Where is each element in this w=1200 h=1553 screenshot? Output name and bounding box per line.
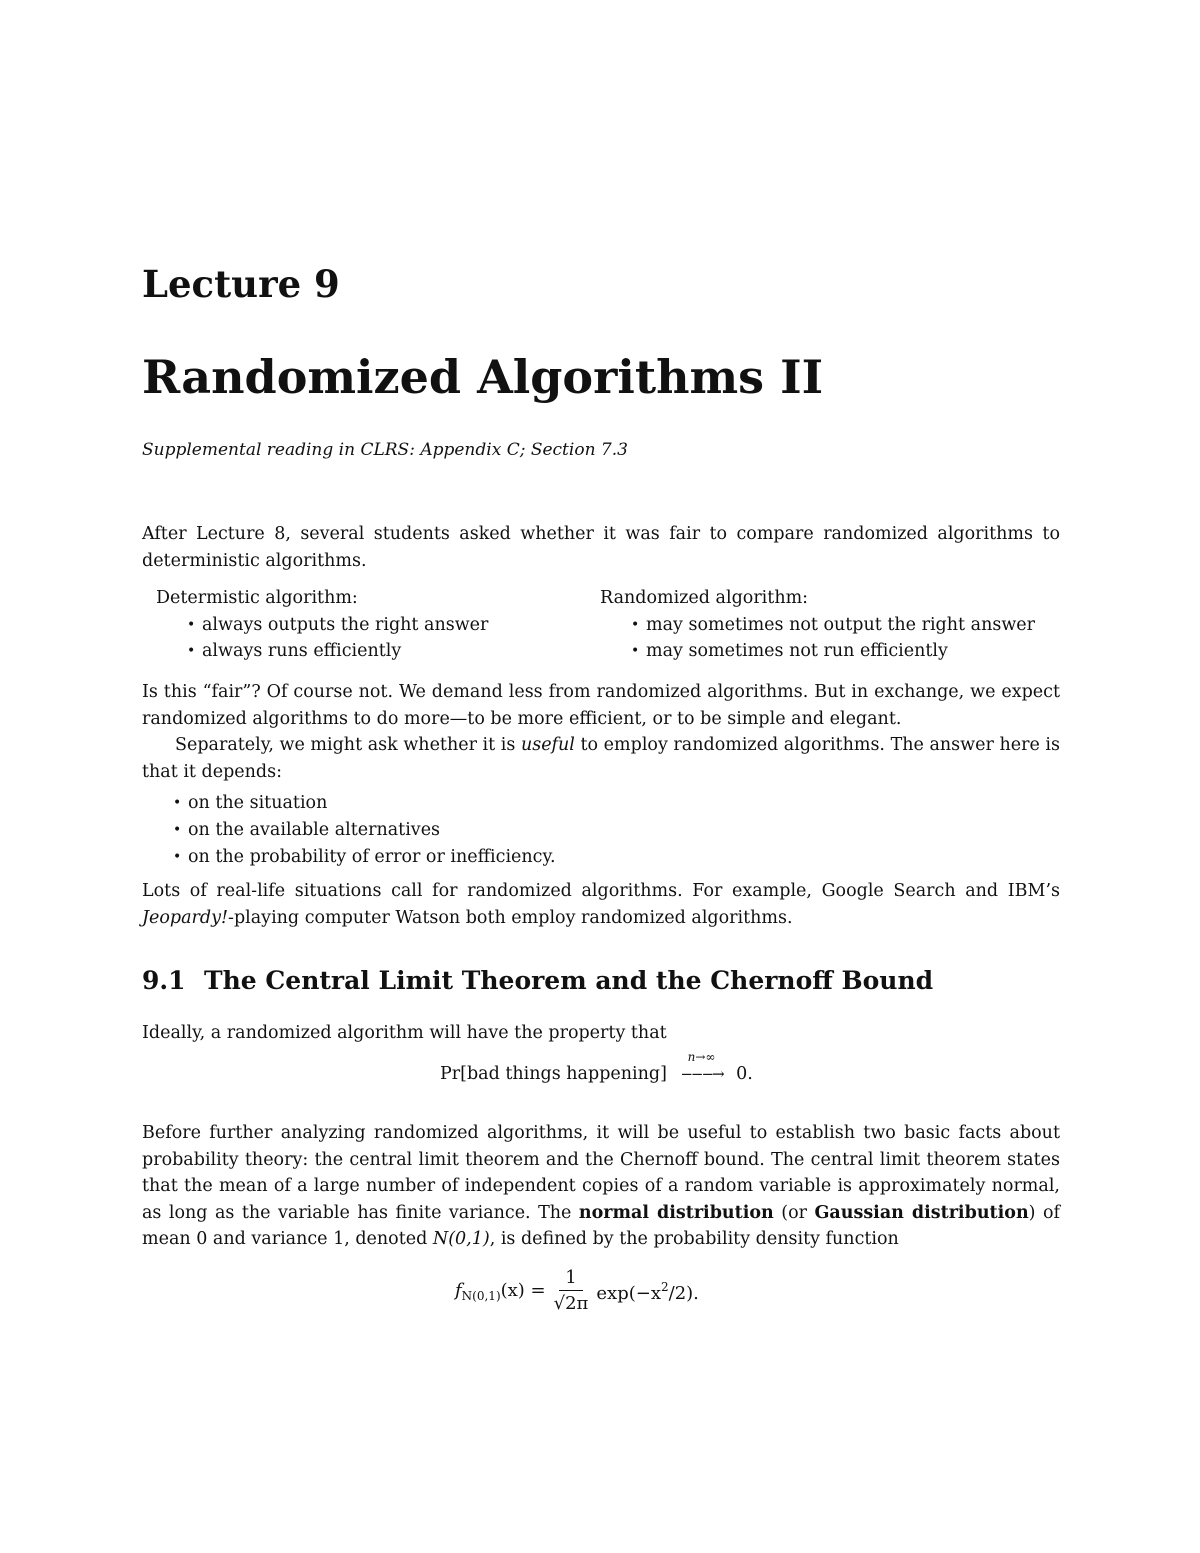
- bullet-icon: •: [173, 849, 182, 865]
- list-item: • may sometimes not run efficiently: [633, 638, 1035, 665]
- pdf-argument: (x) =: [500, 1280, 546, 1301]
- limit-label: n→∞: [687, 1050, 716, 1064]
- fraction-numerator: 1: [559, 1266, 582, 1291]
- exp-prefix: exp(−x: [596, 1282, 661, 1304]
- list-item: • always outputs the right answer: [189, 612, 488, 639]
- deterministic-column: [156, 585, 488, 665]
- equation-probability-limit: [440, 1050, 753, 1084]
- randomized-list: [633, 612, 1035, 665]
- before-paragraph: Before further analyzing randomized algorithms, it will be useful to establish two basic facts about probability theory: the central limit theorem and the Chernoff bound. The central limit theorem states that the mean of a large number of independent copies of a random variable is approximately normal, as long as the variable has finite variance. The normal distribution (or Gaussian distribution) of mean 0 and variance 1, denoted N(0,1), is defined by the probability density function: [142, 1123, 1060, 1249]
- page-title: Randomized Algorithms II: [142, 350, 824, 404]
- emphasis-useful: useful: [520, 735, 575, 755]
- bullet-icon: •: [187, 616, 196, 633]
- ideally-paragraph: Ideally, a randomized algorithm will have the property that: [142, 1023, 667, 1043]
- randomized-heading: Randomized algorithm:: [600, 588, 809, 608]
- section-title: The Central Limit Theorem and the Chernoff Bound: [204, 966, 934, 995]
- section-heading: [142, 966, 933, 995]
- fraction: [554, 1266, 589, 1317]
- list-item: • always runs efficiently: [189, 638, 488, 665]
- supplemental-reading: Supplemental reading in CLRS: Appendix C; Section 7.3: [142, 440, 628, 460]
- exp-superscript: 2: [660, 1279, 669, 1294]
- emphasis-jeopardy: Jeopardy!: [142, 907, 229, 928]
- pdf-function: f: [455, 1280, 462, 1301]
- bullet-icon: •: [631, 643, 640, 659]
- depends-list: [175, 790, 556, 871]
- bullet-icon: •: [631, 616, 640, 633]
- list-item: • on the situation: [175, 790, 556, 817]
- intro-paragraph: After Lecture 8, several students asked whether it was fair to compare randomized algorithms to deterministic algorithms.: [142, 524, 1060, 571]
- list-item: • on the probability of error or inefficiency.: [175, 844, 556, 871]
- math-normal: N(0,1): [432, 1229, 490, 1249]
- bullet-icon: •: [173, 822, 182, 838]
- exp-suffix: /2).: [668, 1282, 699, 1304]
- equation-lhs: Pr[bad things happening]: [440, 1064, 667, 1084]
- separately-paragraph: Separately, we might ask whether it is useful to employ randomized algorithms. The answer here is that it depends:: [142, 735, 1060, 782]
- term-gaussian-distribution: Gaussian distribution: [814, 1202, 1029, 1223]
- fairness-paragraph: Is this “fair”? Of course not. We demand less from randomized algorithms. But in exchange, we expect randomized algorithms to do more—to be more efficient, or to be simple and elegant.: [142, 682, 1060, 729]
- section-number: 9.1: [142, 966, 186, 995]
- deterministic-heading: Determistic algorithm:: [156, 588, 358, 608]
- deterministic-list: [189, 612, 488, 665]
- bullet-icon: •: [187, 643, 196, 659]
- real-life-paragraph: Lots of real-life situations call for randomized algorithms. For example, Google Search and IBM’s Jeopardy!-playing computer Watson both employ randomized algorithms.: [142, 881, 1060, 928]
- bullet-icon: •: [173, 795, 182, 811]
- lecture-label: Lecture 9: [142, 262, 340, 306]
- fraction-denominator: √2π: [553, 1293, 589, 1314]
- equation-normal-pdf: [455, 1266, 699, 1317]
- limit-arrow-icon: n→∞ −−−→: [673, 1064, 731, 1084]
- list-item: • may sometimes not output the right answer: [633, 612, 1035, 639]
- pdf-subscript: N(0,1): [461, 1289, 501, 1303]
- term-normal-distribution: normal distribution: [578, 1202, 774, 1223]
- equation-rhs: 0.: [736, 1064, 753, 1084]
- randomized-column: [600, 585, 1035, 665]
- list-item: • on the available alternatives: [175, 817, 556, 844]
